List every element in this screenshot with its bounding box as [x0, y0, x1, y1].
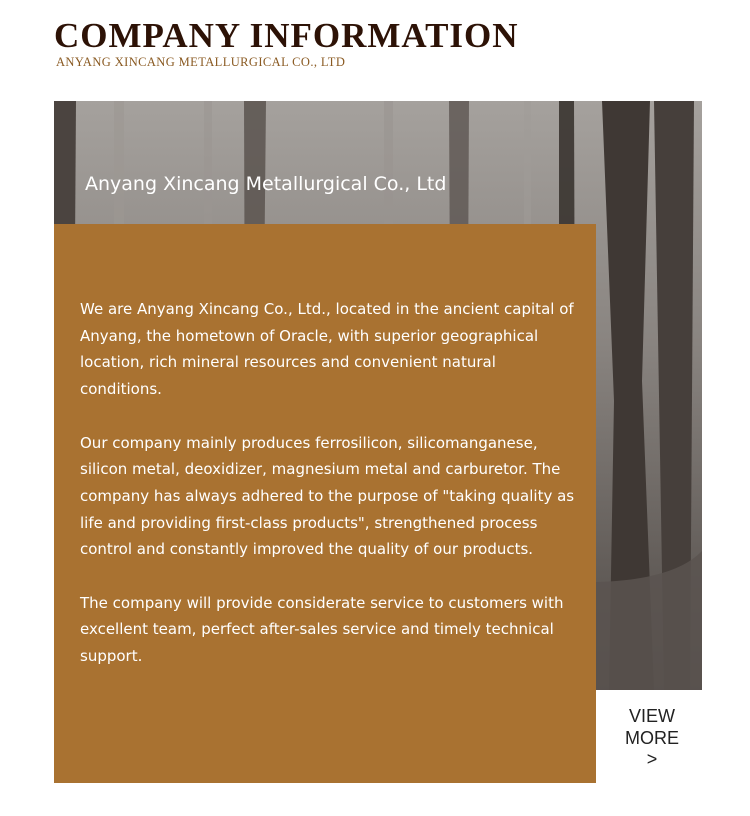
company-info-panel [54, 224, 596, 783]
company-info-text [80, 296, 580, 697]
page-header [54, 18, 519, 70]
page-title: COMPANY INFORMATION [54, 16, 519, 55]
view-more-label-line2: MORE [625, 727, 679, 748]
info-paragraph: We are Anyang Xincang Co., Ltd., located in the ancient capital of Anyang, the hometown of Oracle, with superior geographical location, rich mineral resources and convenient natural conditions. [80, 300, 574, 399]
view-more-label-line1: VIEW [628, 706, 675, 726]
info-paragraph: Our company mainly produces ferrosilicon, silicomanganese, silicon metal, deoxidizer, magnesium metal and carburetor. The company has always adhered to the purpose of "taking quality as life and providing first-class products", strengthened process control and constantly improved the quality of our products. [80, 433, 575, 559]
chevron-right-icon: > [646, 749, 658, 769]
view-more-button[interactable] [596, 690, 708, 783]
info-paragraph: The company will provide considerate service to customers with excellent team, perfect after-sales service and timely technical support. [80, 593, 564, 666]
banner-company-name: Anyang Xincang Metallurgical Co., Ltd [85, 173, 447, 195]
page-subtitle: ANYANG XINCANG METALLURGICAL CO., LTD [56, 55, 346, 69]
